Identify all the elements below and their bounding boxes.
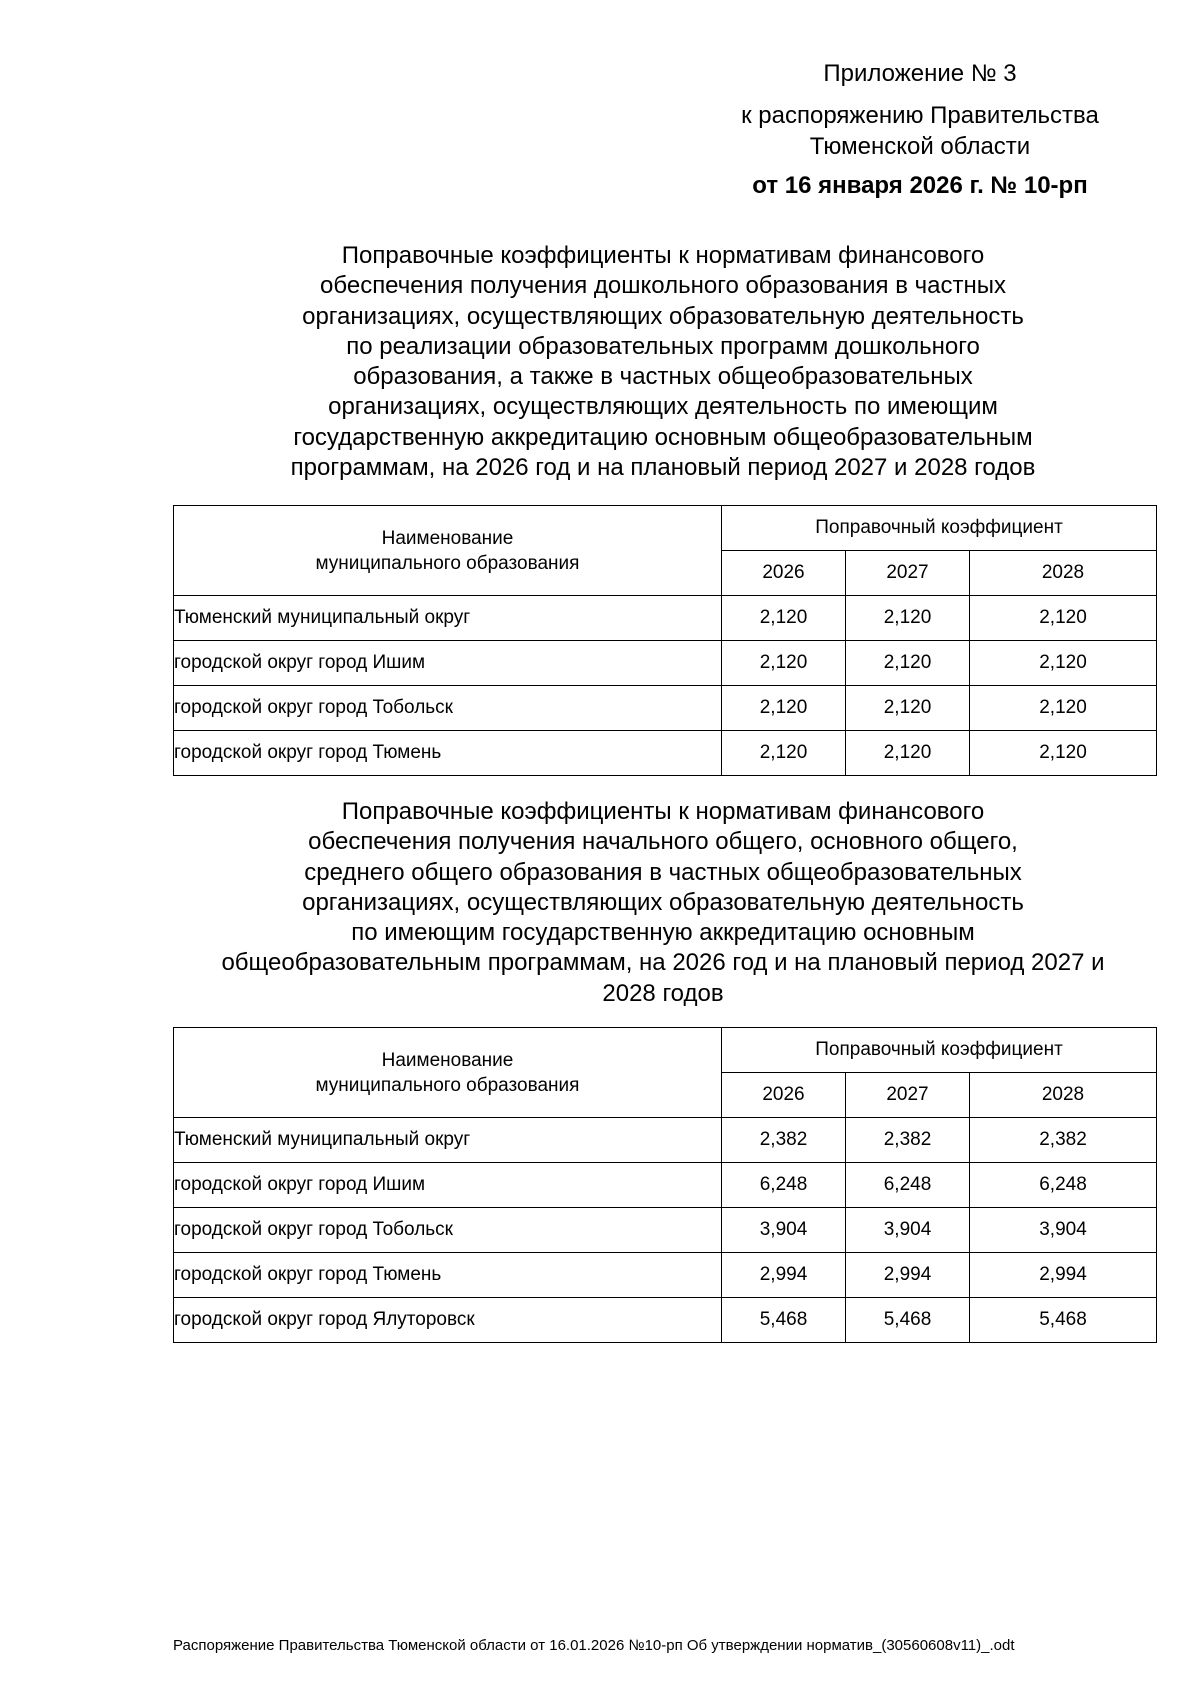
coefficient-value: 6,248 bbox=[722, 1163, 846, 1208]
section1-title bbox=[170, 241, 1156, 483]
title-line: по имеющим государственную аккредитацию основным bbox=[351, 919, 975, 947]
municipality-name: Тюменский муниципальный округ bbox=[174, 596, 722, 641]
table-header-row bbox=[174, 506, 1157, 551]
coefficient-value: 6,248 bbox=[970, 1163, 1157, 1208]
header-line: Наименование bbox=[381, 527, 514, 549]
title-line: государственную аккредитацию основным общеобразовательным bbox=[293, 423, 1033, 451]
municipality-name: городской округ город Ялуторовск bbox=[174, 1298, 722, 1343]
table-row bbox=[174, 1253, 1157, 1298]
coefficient-value: 2,120 bbox=[970, 641, 1157, 686]
appendix-date: от 16 января 2026 г. № 10-рп bbox=[752, 172, 1088, 199]
coefficient-value: 3,904 bbox=[970, 1208, 1157, 1253]
coefficient-value: 2,120 bbox=[722, 641, 846, 686]
year-header: 2028 bbox=[970, 551, 1157, 596]
coefficient-value: 2,120 bbox=[970, 686, 1157, 731]
header-line: Наименование bbox=[381, 1049, 514, 1071]
title-line: обеспечения получения дошкольного образования в частных bbox=[320, 272, 1006, 300]
title-line: организациях, осуществляющих образовательную деятельность bbox=[302, 302, 1024, 330]
table-row bbox=[174, 731, 1157, 776]
municipality-name: Тюменский муниципальный округ bbox=[174, 1118, 722, 1163]
table-row bbox=[174, 1208, 1157, 1253]
coefficient-column-header: Поправочный коэффициент bbox=[722, 1028, 1157, 1073]
coefficient-value: 2,382 bbox=[846, 1118, 970, 1163]
coefficient-value: 5,468 bbox=[970, 1298, 1157, 1343]
municipality-column-header bbox=[174, 1028, 722, 1118]
appendix-title: Приложение № 3 bbox=[823, 60, 1017, 87]
coefficient-value: 6,248 bbox=[846, 1163, 970, 1208]
title-line: Поправочные коэффициенты к нормативам финансового bbox=[341, 242, 985, 269]
year-header: 2026 bbox=[722, 551, 846, 596]
municipality-name: городской округ город Тобольск bbox=[174, 1208, 722, 1253]
coefficients-table-preschool bbox=[173, 505, 1157, 776]
table-row bbox=[174, 641, 1157, 686]
municipality-name: городской округ город Ишим bbox=[174, 1163, 722, 1208]
year-header: 2028 bbox=[970, 1073, 1157, 1118]
title-line: общеобразовательным программам, на 2026 год и на плановый период 2027 и bbox=[221, 949, 1105, 977]
coefficient-column-header: Поправочный коэффициент bbox=[722, 506, 1157, 551]
coefficient-value: 2,120 bbox=[970, 596, 1157, 641]
table-header-row bbox=[174, 1028, 1157, 1073]
title-line: по реализации образовательных программ дошкольного bbox=[346, 332, 980, 360]
coefficient-value: 5,468 bbox=[846, 1298, 970, 1343]
title-line: образования, а также в частных общеобразовательных bbox=[353, 363, 973, 391]
title-line: программам, на 2026 год и на плановый период 2027 и 2028 годов bbox=[290, 454, 1036, 482]
section2-title bbox=[170, 797, 1156, 1009]
coefficient-value: 2,120 bbox=[722, 731, 846, 776]
coefficient-value: 2,120 bbox=[846, 731, 970, 776]
coefficient-value: 2,120 bbox=[846, 686, 970, 731]
coefficient-value: 2,120 bbox=[846, 641, 970, 686]
title-line: организациях, осуществляющих образовательную деятельность bbox=[302, 888, 1024, 916]
coefficients-table-general bbox=[173, 1027, 1157, 1343]
header-line: муниципального образования bbox=[315, 552, 580, 574]
coefficient-value: 3,904 bbox=[722, 1208, 846, 1253]
appendix-reference-line: к распоряжению Правительства bbox=[741, 102, 1099, 129]
title-line: Поправочные коэффициенты к нормативам финансового bbox=[341, 798, 985, 825]
table-row bbox=[174, 1118, 1157, 1163]
coefficient-value: 2,382 bbox=[970, 1118, 1157, 1163]
coefficient-value: 3,904 bbox=[846, 1208, 970, 1253]
header-line: муниципального образования bbox=[315, 1074, 580, 1096]
table-row bbox=[174, 1163, 1157, 1208]
municipality-column-header bbox=[174, 506, 722, 596]
table-row bbox=[174, 686, 1157, 731]
table-row bbox=[174, 1298, 1157, 1343]
municipality-name: городской округ город Ишим bbox=[174, 641, 722, 686]
coefficient-value: 2,994 bbox=[970, 1253, 1157, 1298]
municipality-name: городской округ город Тюмень bbox=[174, 1253, 722, 1298]
appendix-reference bbox=[720, 100, 1120, 162]
coefficient-value: 2,120 bbox=[846, 596, 970, 641]
coefficient-value: 5,468 bbox=[722, 1298, 846, 1343]
coefficient-value: 2,382 bbox=[722, 1118, 846, 1163]
appendix-reference-line: Тюменской области bbox=[809, 133, 1031, 160]
coefficient-value: 2,120 bbox=[722, 596, 846, 641]
document-footer: Распоряжение Правительства Тюменской области от 16.01.2026 №10-рп Об утверждении норматив_(30560608v11)_.odt bbox=[173, 1637, 1015, 1654]
coefficient-value: 2,120 bbox=[722, 686, 846, 731]
municipality-name: городской округ город Тобольск bbox=[174, 686, 722, 731]
municipality-name: городской округ город Тюмень bbox=[174, 731, 722, 776]
coefficient-value: 2,994 bbox=[846, 1253, 970, 1298]
title-line: организациях, осуществляющих деятельность по имеющим bbox=[328, 393, 998, 421]
title-line: обеспечения получения начального общего, основного общего, bbox=[308, 828, 1018, 856]
year-header: 2027 bbox=[846, 1073, 970, 1118]
table-row bbox=[174, 596, 1157, 641]
coefficient-value: 2,994 bbox=[722, 1253, 846, 1298]
title-line: среднего общего образования в частных общеобразовательных bbox=[304, 858, 1022, 886]
title-line: 2028 годов bbox=[602, 979, 724, 1007]
coefficient-value: 2,120 bbox=[970, 731, 1157, 776]
year-header: 2026 bbox=[722, 1073, 846, 1118]
year-header: 2027 bbox=[846, 551, 970, 596]
